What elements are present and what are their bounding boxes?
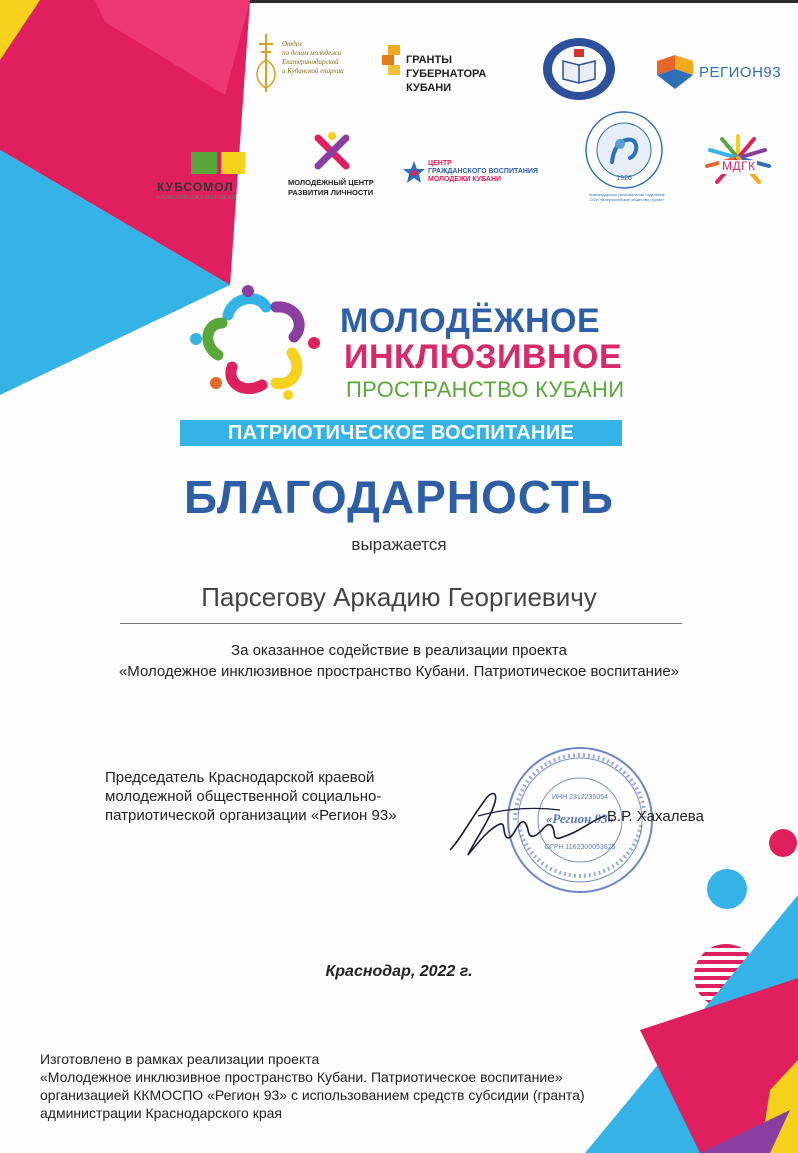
heading-line-1: МОЛОДЁЖНОЕ [340,302,601,340]
stamp-ogrn-text: ОГРН 1162300053625 [544,844,616,851]
region-cube-icon [655,55,695,89]
mcrl-line: МОЛОДЁЖНЫЙ ЦЕНТР [288,178,374,187]
place-and-date: Краснодар, 2022 г. [325,963,473,980]
kubsomol-logo [155,150,250,205]
vog-year: 1926 [616,175,632,182]
footer-line: организацией ККМОСПО «Регион 93» с использованием средств субсидии (гранта) [40,1087,585,1103]
deco-pink-dot [769,829,797,857]
footer-note [40,1050,585,1122]
recipient-underline [120,623,682,624]
region93-logo [655,55,795,91]
footer-line: «Молодежное инклюзивное пространство Кубани. Патриотическое воспитание» [40,1069,563,1085]
reason-text [0,640,798,682]
dept-line: по делам молодежи [282,49,342,57]
vog-seal-icon [584,110,664,190]
grants-line: КУБАНИ [406,82,452,94]
grants-line: ГРАНТЫ [406,54,452,66]
handwritten-signature [440,780,610,870]
mdgk-logo [703,130,773,192]
reason-line: За оказанное содействие в реализации проекта [231,642,567,659]
vog-caption: ООИ «Всероссийское общество глухих» [589,197,665,202]
dept-youth-eparchy-logo [252,30,362,98]
cgv-line: ГРАЖДАНСКОГО ВОСПИТАНИЯ [428,168,538,175]
mdgk-text: МДГК [722,159,756,173]
cross-icon [252,30,280,98]
star-icon [402,160,426,186]
cgv-line: МОЛОДЕЖИ КУБАНИ [428,176,502,183]
position-line: молодежной общественной социально- [105,788,382,805]
deaf-society-logo [580,110,672,210]
signatory-name: В.Р. Хахалева [607,808,704,825]
signatory-position [105,768,397,825]
position-line: Председатель Краснодарской краевой [105,769,375,786]
dept-line: Отдел [282,40,302,48]
position-line: патриотической организации «Регион 93» [105,807,397,824]
civic-education-center-logo [402,158,562,192]
kubsomol-blocks-icon [155,150,250,176]
cgv-line: ЦЕНТР [428,160,452,167]
education-seal-logo [541,37,617,101]
dept-line: и Кубанской епархии [282,67,344,75]
region93-text: РЕГИОН93 [699,64,782,81]
theme-banner: ПАТРИОТИЧЕСКОЕ ВОСПИТАНИЕ [180,420,622,446]
youth-development-center-logo [288,132,378,207]
footer-line: администрации Краснодарского края [40,1105,282,1121]
mcrl-line: РАЗВИТИЯ ЛИЧНОСТИ [288,188,374,197]
x-cross-icon [312,132,352,172]
heading-line-2: ИНКЛЮЗИВНОЕ [344,338,623,376]
deco-blue-dot [707,869,747,909]
expressed-text: выражается [351,535,447,554]
reason-line: «Молодежное инклюзивное пространство Кубани. Патриотическое воспитание» [118,663,680,680]
document-title: БЛАГОДАРНОСТЬ [184,471,614,523]
kubsomol-sub: КУБАНСКИЙ СОЮЗ МОЛОДЕЖИ [157,195,236,201]
recipient-name: Парсегову Аркадию Георгиевичу [201,582,597,612]
stamp-center-text: «Регион 93» [545,811,615,826]
grants-blocks-icon [380,45,402,79]
governor-grants-logo [380,43,515,99]
vog-caption: Краснодарское региональное отделение [589,192,665,197]
grants-line: ГУБЕРНАТОРА [406,68,487,80]
inclusive-space-emblem-icon [188,285,323,400]
heading-line-3: ПРОСТРАНСТВО КУБАНИ [346,377,625,402]
stamp-inn-text: ИНН 2312235054 [551,794,609,801]
footer-line: Изготовлено в рамках реализации проекта [40,1051,320,1067]
book-seal-icon [541,37,617,101]
dept-line: Екатеринодарской [282,58,339,66]
kubsomol-name: КУБСОМОЛ [157,180,234,194]
